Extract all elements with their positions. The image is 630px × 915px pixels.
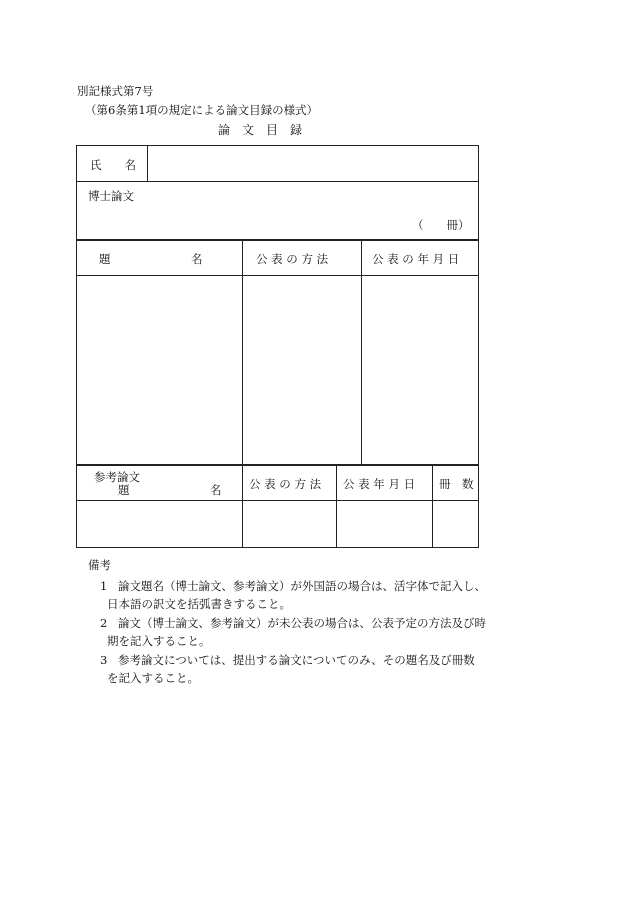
name-divider (147, 145, 148, 181)
header-date: 公 表 の 年 月 日 (372, 252, 460, 266)
ref-header-title: 題 名 (118, 483, 222, 497)
volumes-label: （ 冊） (412, 218, 470, 232)
header-title: 題 名 (99, 252, 203, 266)
ref-col-divider-1 (242, 466, 243, 548)
name-row-bottom (76, 181, 479, 182)
main-col-divider-1 (242, 241, 243, 464)
doctoral-row-bottom (76, 239, 479, 241)
main-header-bottom (76, 275, 479, 276)
page-title: 論 文 目 録 (218, 123, 303, 137)
note-text: 参考論文については、提出する論文についてのみ、その題名及び冊数 (118, 653, 475, 667)
name-label: 氏 名 (90, 158, 136, 172)
note-number: 3 (100, 653, 108, 667)
note-number: 2 (100, 616, 108, 630)
notes-heading: 備考 (88, 558, 111, 572)
ref-header-bottom (76, 500, 479, 501)
form-number: 別記様式第7号 (77, 84, 154, 98)
ref-col-divider-2 (336, 466, 337, 548)
ref-header-method: 公 表 の 方 法 (249, 477, 322, 491)
main-col-divider-2 (361, 241, 362, 464)
main-body-bottom (76, 464, 479, 466)
ref-label: 参考論文 (94, 470, 140, 484)
note-number: 1 (100, 579, 108, 593)
rule-reference: （第6条第1項の規定による論文目録の様式） (85, 103, 319, 117)
ref-header-volumes: 冊 数 (439, 477, 474, 491)
note-text: を記入すること。 (107, 671, 199, 685)
note-text: 日本語の訳文を括弧書きすること。 (107, 597, 291, 611)
note-text: 論文（博士論文、参考論文）が未公表の場合は、公表予定の方法及び時 (118, 616, 486, 630)
ref-header-date: 公 表 年 月 日 (343, 477, 416, 491)
header-method: 公 表 の 方 法 (256, 252, 329, 266)
note-text: 論文題名（博士論文、参考論文）が外国語の場合は、活字体で記入し、 (118, 579, 486, 593)
doctoral-label: 博士論文 (88, 189, 134, 203)
ref-col-divider-3 (432, 466, 433, 548)
note-text: 期を記入すること。 (107, 634, 211, 648)
